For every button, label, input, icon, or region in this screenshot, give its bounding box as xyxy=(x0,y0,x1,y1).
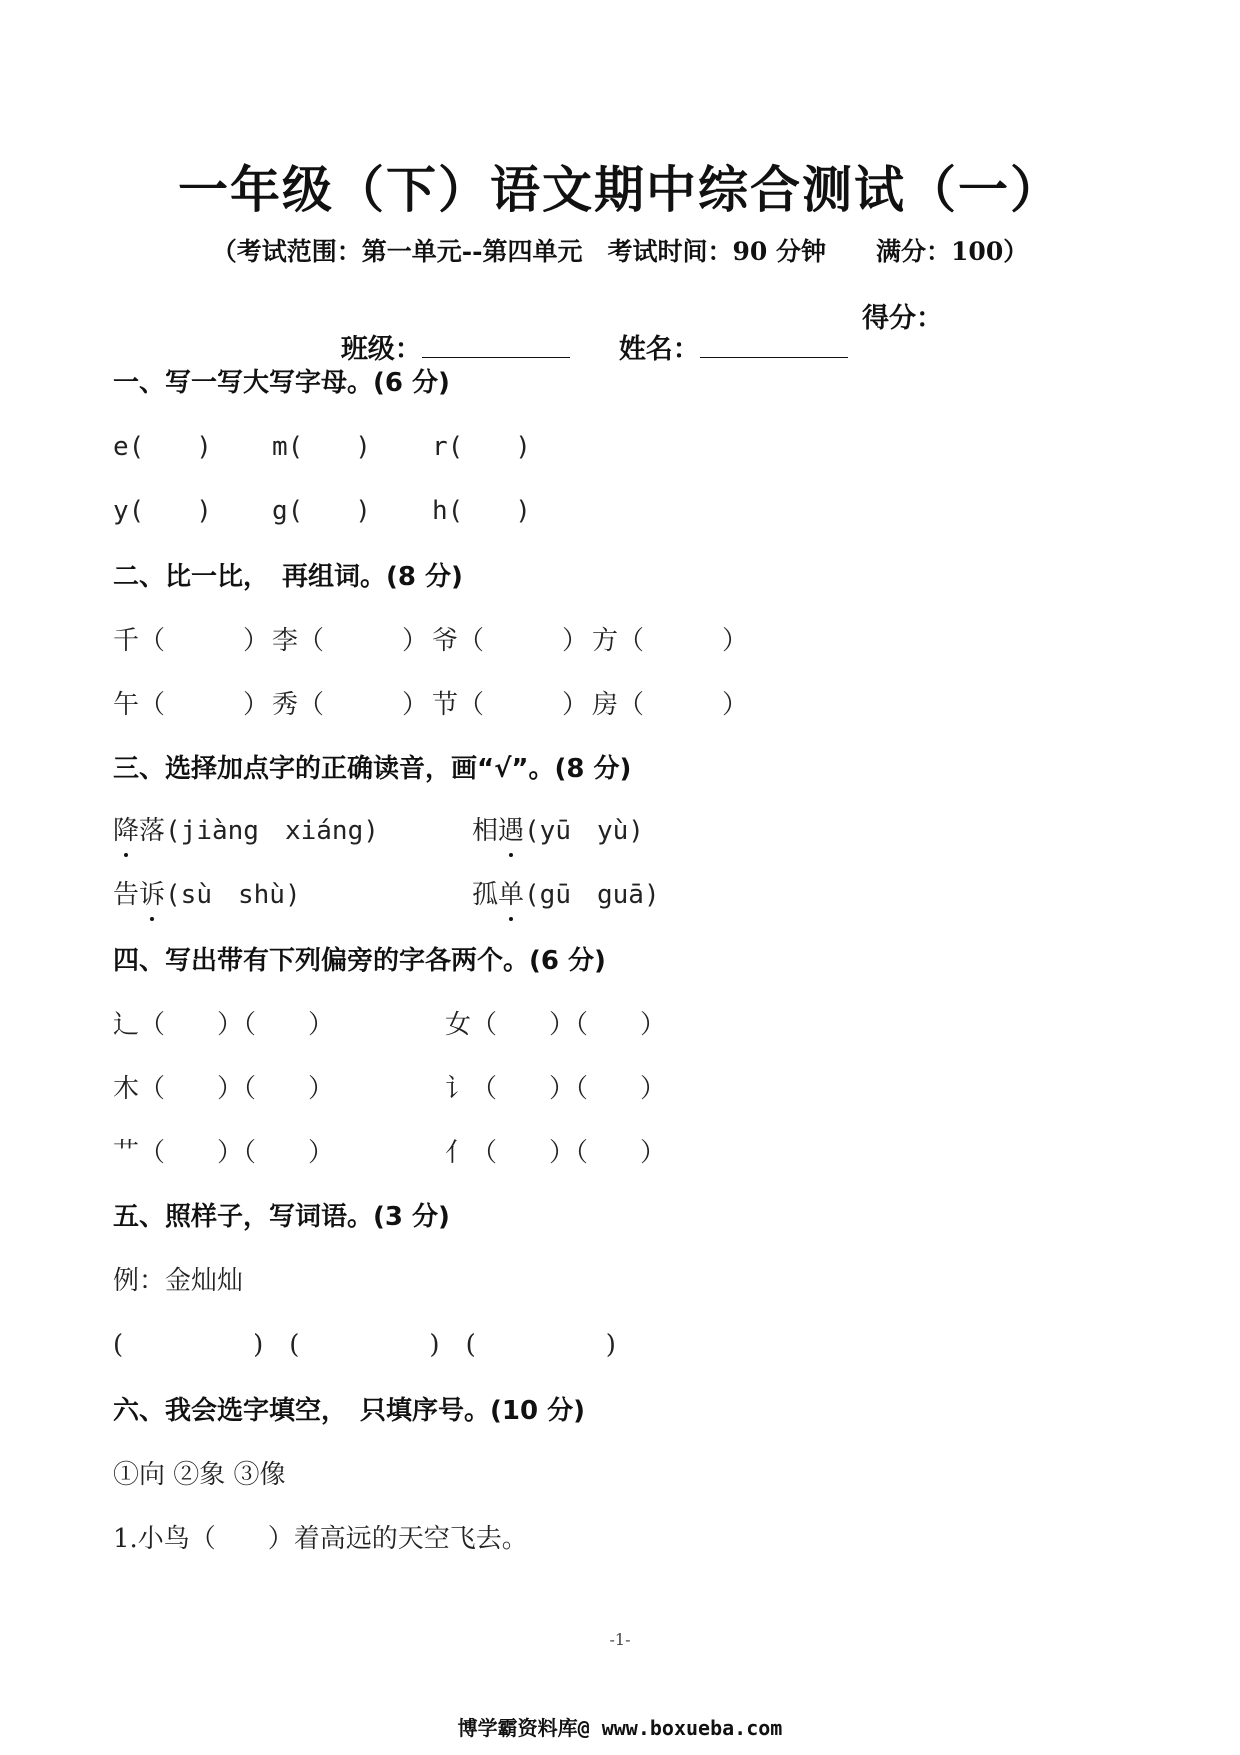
class-field xyxy=(322,296,570,366)
name-blank[interactable] xyxy=(700,331,848,358)
dotted-char: 诉 xyxy=(139,874,165,911)
s3-item: 告诉(sù shù) xyxy=(113,874,301,911)
page-title: 一年级（下）语文期中综合测试（一） xyxy=(178,161,1062,219)
s2-item: 李（ ） xyxy=(272,626,429,656)
s3-item: 孤单(gū guā) xyxy=(472,874,660,911)
score-label: 得分： xyxy=(862,303,943,334)
s6-options: ①向 ②象 ③像 xyxy=(113,1460,286,1490)
class-label: 班级： xyxy=(340,334,422,365)
pinyin-options: (sù shù) xyxy=(165,880,301,910)
s2-item: 爷（ ） xyxy=(432,626,589,656)
s2-item: 千（ ） xyxy=(113,626,270,656)
section-1-heading: 一、写一写大写字母。(6 分) xyxy=(113,368,450,398)
s4-item: 亻（ ）（ ） xyxy=(445,1138,667,1168)
s5-blanks: ( ) ( ) ( ) xyxy=(113,1330,616,1360)
section-2-heading: 二、比一比， 再组词。(8 分) xyxy=(113,562,463,592)
s2-item: 方（ ） xyxy=(592,626,749,656)
dotted-char: 遇 xyxy=(498,810,524,847)
dotted-char: 降 xyxy=(113,810,139,847)
s4-item: 木（ ）（ ） xyxy=(113,1074,335,1104)
s4-item: 讠（ ）（ ） xyxy=(445,1074,667,1104)
s2-item: 午（ ） xyxy=(113,690,270,720)
name-field xyxy=(600,296,848,366)
name-label: 姓名： xyxy=(618,334,700,365)
s1-item: g( ) xyxy=(272,496,371,526)
pinyin-options: (gū guā) xyxy=(524,880,660,910)
pinyin-options: (jiàng xiáng) xyxy=(165,816,379,846)
class-blank[interactable] xyxy=(422,331,570,358)
s1-item: m( ) xyxy=(272,432,371,462)
s1-item: h( ) xyxy=(432,496,531,526)
s2-item: 房（ ） xyxy=(592,690,749,720)
s1-item: r( ) xyxy=(432,432,531,462)
footer-source: 博学霸资料库@ www.boxueba.com xyxy=(457,1716,783,1740)
section-6-heading: 六、我会选字填空， 只填序号。(10 分) xyxy=(113,1396,585,1426)
s2-item: 秀（ ） xyxy=(272,690,429,720)
pinyin-options: (yū yù) xyxy=(524,816,644,846)
section-4-heading: 四、写出带有下列偏旁的字各两个。(6 分) xyxy=(113,946,606,976)
s1-item: y( ) xyxy=(113,496,212,526)
s4-item: 女（ ）（ ） xyxy=(445,1010,667,1040)
page-number: -1- xyxy=(609,1630,631,1649)
s3-item: 降落(jiàng xiáng) xyxy=(113,810,379,847)
dotted-char: 单 xyxy=(498,874,524,911)
s4-item: 辶（ ）（ ） xyxy=(113,1010,335,1040)
s3-item: 相遇(yū yù) xyxy=(472,810,644,847)
s2-item: 节（ ） xyxy=(432,690,589,720)
exam-info: （考试范围：第一单元--第四单元 考试时间：90 分钟 满分：100） xyxy=(211,237,1029,266)
section-3-heading: 三、选择加点字的正确读音，画“√”。(8 分) xyxy=(113,754,632,784)
s5-example: 例：金灿灿 xyxy=(113,1266,244,1296)
s6-question-1: 1.小鸟（ ）着高远的天空飞去。 xyxy=(113,1524,528,1554)
s4-item: 艹（ ）（ ） xyxy=(113,1138,335,1168)
section-5-heading: 五、照样子，写词语。(3 分) xyxy=(113,1202,450,1232)
s1-item: e( ) xyxy=(113,432,212,462)
